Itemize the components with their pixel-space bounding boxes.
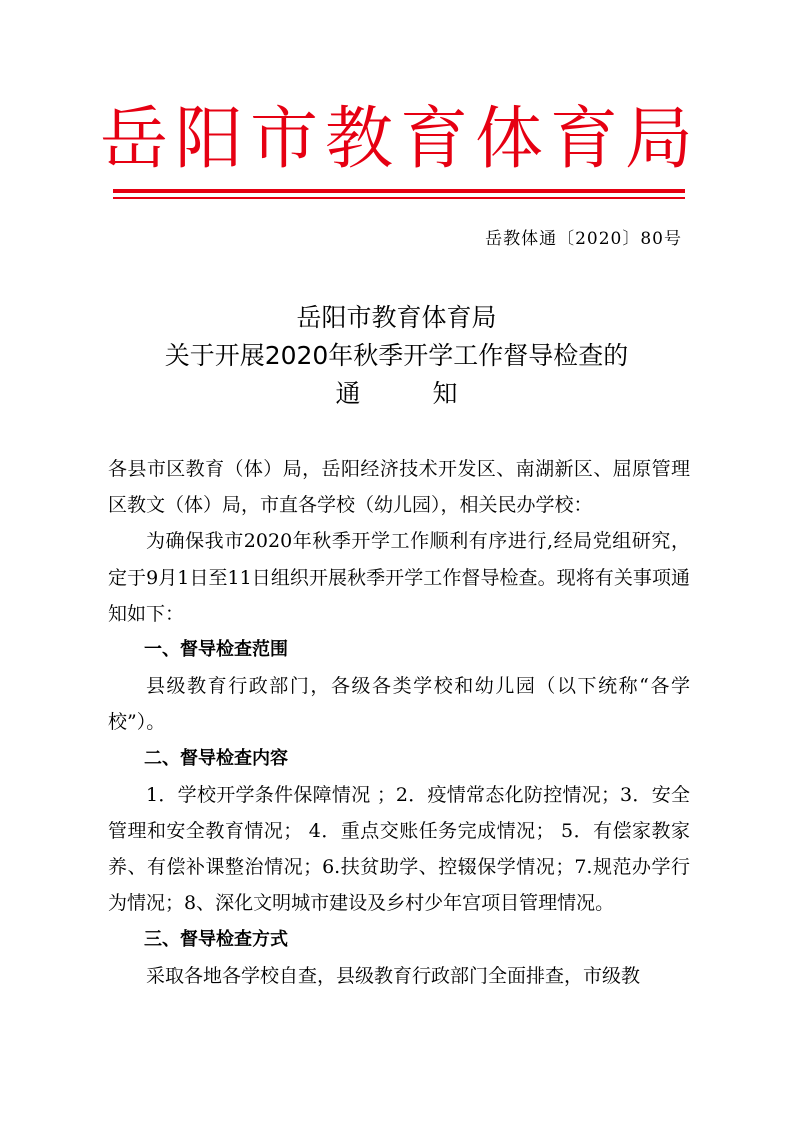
intro-paragraph: 为确保我市2020年秋季开学工作顺利有序进行,经局党组研究，定于9月1日至11日组织开展秋季开学工作督导检查。现将有关事项通知如下：: [108, 530, 690, 625]
masthead-char: 体: [474, 100, 543, 179]
addressee-paragraph: 各县市区教育（体）局，岳阳经济技术开发区、南湖新区、屈原管理区教文（体）局，市直各学校（幼儿园），相关民办学校：: [108, 458, 690, 517]
notice-body: [108, 451, 690, 994]
masthead-char: 育: [399, 100, 468, 179]
notice-title-line-2: 关于开展2020年秋季开学工作督导检查的: [164, 341, 629, 370]
masthead-char: 育: [549, 100, 618, 179]
section-text-method: 采取各地各学校自查，县级教育行政部门全面排查，市级教: [146, 964, 641, 987]
section-text-content: 1．学校开学条件保障情况 ；2．疫情常态化防控情况；3．安全管理和安全教育情况； 4．重点交账任务完成情况； 5．有偿家教家养、有偿补课整治情况；6.扶贫助学、控辍保学情况；7.规范办学行为情况；8、深化文明城市建设及乡村少年宫项目管理情况。: [108, 783, 690, 915]
masthead-char: 局: [624, 100, 693, 179]
document-number: 岳教体通〔2020〕80号: [485, 229, 682, 249]
masthead-char: 阳: [174, 100, 243, 179]
masthead-char: 教: [324, 100, 393, 179]
notice-title-char: 通: [335, 379, 361, 408]
masthead-title: [100, 85, 693, 195]
notice-title-line-3: [100, 376, 693, 412]
red-divider-thick: [113, 189, 685, 193]
notice-title-char: 知: [432, 379, 458, 408]
section-heading-content: 二、督导检查内容: [144, 747, 288, 769]
masthead-char: 市: [249, 100, 318, 179]
red-divider-thin: [113, 197, 685, 199]
section-text-scope: 县级教育行政部门，各级各类学校和幼儿园（以下统称“各学校”）。: [108, 675, 690, 734]
section-heading-scope: 一、督导检查范围: [144, 639, 288, 661]
section-heading-method: 三、督导检查方式: [144, 928, 288, 950]
masthead-char: 岳: [100, 100, 169, 179]
notice-title-line-1: 岳阳市教育体育局: [296, 303, 497, 332]
